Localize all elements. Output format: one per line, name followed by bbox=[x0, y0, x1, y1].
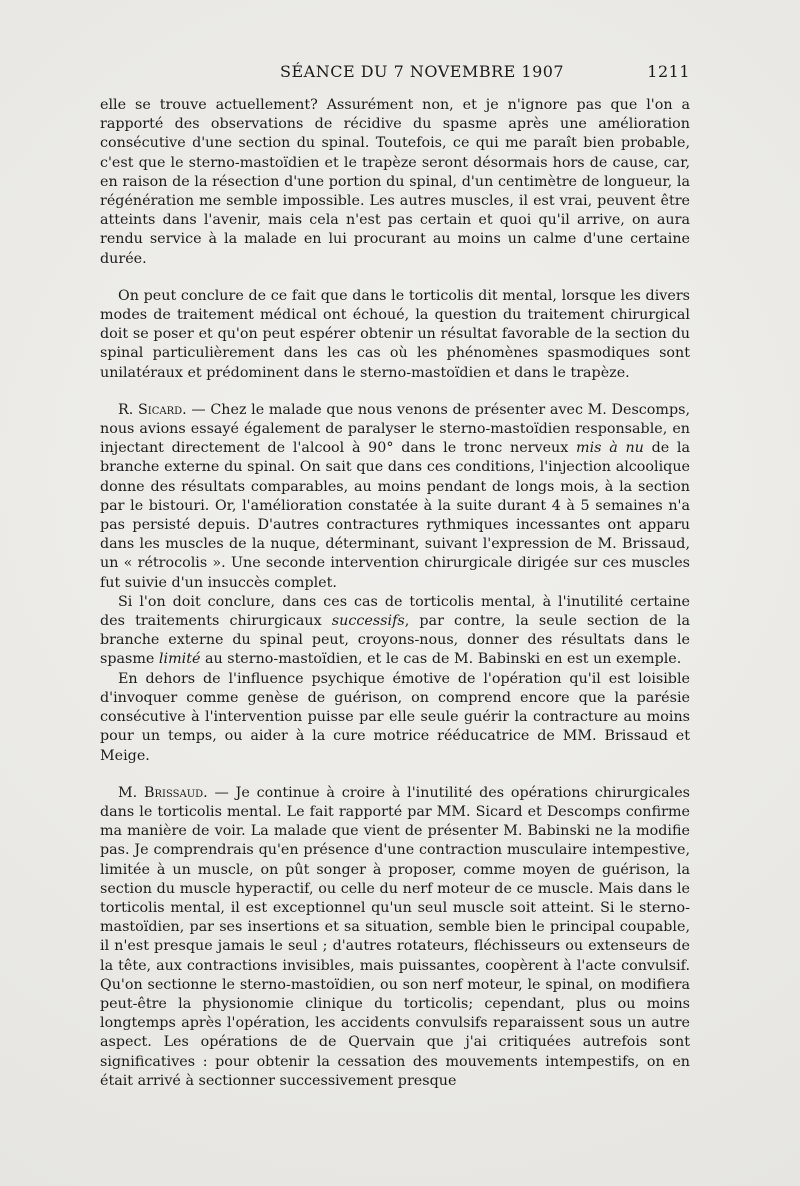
italic-text: limité bbox=[158, 651, 201, 668]
speaker-name: R. Sicard. bbox=[118, 401, 187, 418]
paragraph-text: au sterno-mastoïdien, et le cas de M. Babinski en est un exemple. bbox=[200, 651, 682, 668]
page-number: 1211 bbox=[647, 62, 690, 81]
italic-text: mis à nu bbox=[576, 440, 644, 457]
page-body bbox=[100, 96, 690, 1091]
paragraph-sicard-conclusion bbox=[100, 593, 690, 670]
paragraph-brissaud bbox=[100, 784, 690, 1091]
paragraph-text: , par contre, la seule section de la branche externe du spinal peut, croyons-nous, donner des résultats dans le spasme bbox=[100, 613, 691, 668]
paragraph-continued: elle se trouve actuellement? Assurément non, et je n'ignore pas que l'on a rapporté des observations de récidive du spasme après une amélioration consécutive d'une section du spinal. Toutefois, ce qui me paraît bien probable, c'est que le sterno-mastoïdien et le trapèze seront désormais hors de cause, car, en raison de la résection d'une portion du spinal, d'un centimètre de longueur, la régénération me semble impossible. Les autres muscles, il est vrai, peuvent être atteints dans l'avenir, mais cela n'est pas certain et quoi qu'il arrive, on aura rendu service à la malade en lui procurant au moins un calme d'une certaine durée. bbox=[100, 97, 690, 267]
running-head: SÉANCE DU 7 NOVEMBRE 1907 bbox=[280, 62, 565, 81]
paragraph-psychic-influence: En dehors de l'influence psychique émotive de l'opération qu'il est loisible d'invoquer comme genèse de guérison, on comprend encore que la parésie consécutive à l'intervention puisse par elle seule guérir la contracture au moins pour un temps, ou aider à la cure motrice rééducatrice de MM. Brissaud et Meige. bbox=[100, 670, 690, 764]
page-header bbox=[100, 62, 690, 86]
paragraph-text: — Je continue à croire à l'inutilité des opérations chirurgicales dans le torticolis mental. Le fait rapporté par MM. Sicard et Descomps confirme ma manière de voir. La malade que vient de présenter M. Babinski ne la modifie pas. Je comprendrais qu'en présence d'une contraction musculaire intempestive, limitée à un muscle, on pût songer à proposer, comme moyen de guérison, la section du muscle hyperactif, ou celle du nerf moteur de ce muscle. Mais dans le torticolis mental, il est exceptionnel qu'un seul muscle soit atteint. Si le sterno-mastoïdien, par ses insertions et sa situation, semble bien le principal coupable, il n'est presque jamais le seul ; d'autres rotateurs, fléchisseurs ou extenseurs de la tête, aux contractions invisibles, mais puissantes, coopèrent à l'acte convulsif. Qu'on sectionne le sterno-mastoïdien, ou son nerf moteur, le spinal, on modifiera peut-être la physionomie clinique du torticolis; cependant, plus ou moins longtemps après l'opération, les accidents convulsifs reparaissent sous un autre aspect. Les opérations de de Quervain que j'ai critiquées autrefois sont significatives : pour obtenir la cessation des mouvements intempestifs, on en était arrivé à sectionner successivement presque bbox=[100, 784, 691, 1089]
paragraph-sicard bbox=[100, 401, 690, 593]
paragraph-text: de la branche externe du spinal. On sait que dans ces conditions, l'injection alcoolique donne des résultats comparables, au moins pendant de longs mois, à la section par le bistouri. Or, l'amélioration constatée à la suite durant 4 à 5 semaines n'a pas persisté depuis. D'autres contractures rythmiques incessantes ont apparu dans les muscles de la nuque, déterminant, suivant l'expression de M. Brissaud, un « rétrocolis ». Une seconde intervention chirurgicale dirigée sur ces muscles fut suivie d'un insuccès complet. bbox=[100, 440, 690, 591]
paragraph-text: — Chez le malade que nous venons de présenter avec M. Descomps, nous avions essayé également de paralyser le sterno-mastoïdien responsable, en injectant directement de l'alcool à 90° dans le tronc nerveux bbox=[100, 401, 690, 457]
paragraph-conclusion: On peut conclure de ce fait que dans le torticolis dit mental, lorsque les divers modes de traitement médical ont échoué, la question du traitement chirurgical doit se poser et qu'on peut espérer obtenir un résultat favorable de la section du spinal particulièrement dans les cas où les phénomènes spasmodiques sont unilatéraux et prédominent dans le sterno-mastoïdien et dans le trapèze. bbox=[100, 287, 690, 381]
paragraph-text: Si l'on doit conclure, dans ces cas de torticolis mental, à l'inutilité certaine des traitements chirurgicaux bbox=[100, 593, 690, 630]
speaker-name: M. Brissaud. bbox=[118, 784, 208, 801]
italic-text: successifs bbox=[331, 613, 405, 630]
